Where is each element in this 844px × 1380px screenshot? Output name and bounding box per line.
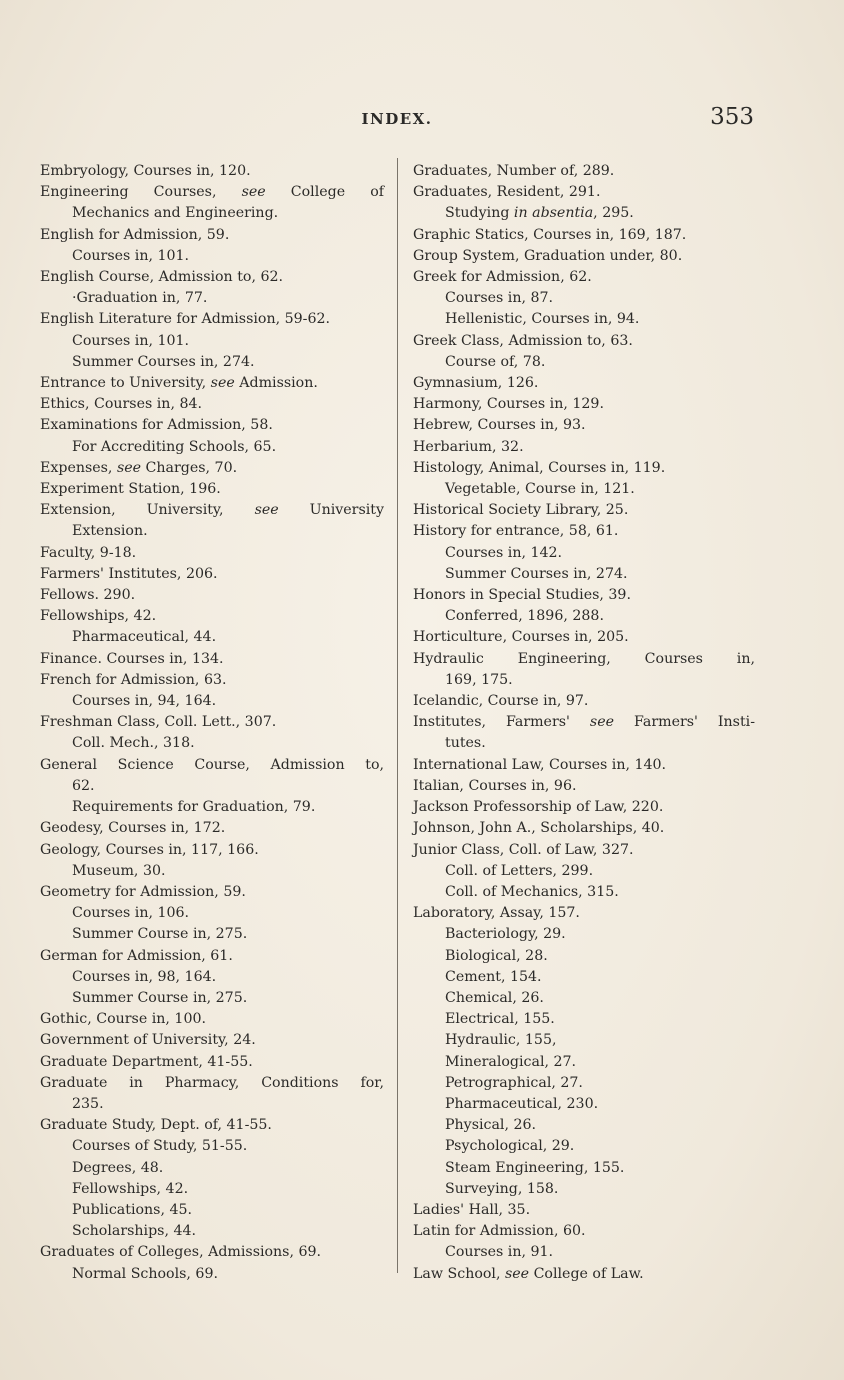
index-entry: Italian, Courses in, 96. — [413, 777, 577, 794]
index-entry: Faculty, 9-18. — [40, 544, 137, 561]
running-header-title: INDEX. — [361, 110, 433, 128]
index-entry: English Literature for Admission, 59-62. — [40, 311, 331, 328]
index-entry: Entrance to University, see Admission. — [40, 375, 318, 392]
column-divider — [397, 158, 398, 1273]
index-subentry: Requirements for Graduation, 79. — [72, 799, 316, 816]
index-entry: Graduates, Number of, 289. — [413, 163, 615, 179]
index-subentry: Summer Course in, 275. — [72, 989, 248, 1006]
index-entry: Ladies' Hall, 35. — [413, 1201, 531, 1218]
index-entry: English Course, Admission to, 62. — [40, 269, 284, 286]
index-entry: Expenses, see Charges, 70. — [40, 459, 238, 476]
index-subentry: Steam Engineering, 155. — [445, 1159, 625, 1176]
index-subentry: Coll. Mech., 318. — [72, 735, 195, 752]
index-subentry: Mineralogical, 27. — [445, 1053, 577, 1070]
index-subentry: Courses in, 94, 164. — [72, 693, 217, 710]
index-subentry: Vegetable, Course in, 121. — [445, 481, 635, 498]
index-entry: Johnson, John A., Scholarships, 40. — [413, 820, 665, 837]
index-entry: Greek for Admission, 62. — [413, 269, 592, 286]
index-entry: International Law, Courses in, 140. — [413, 756, 667, 773]
index-entry: Ethics, Courses in, 84. — [40, 396, 203, 413]
index-subentry: 169, 175. — [445, 671, 513, 688]
index-entry: Graphic Statics, Courses in, 169, 187. — [413, 226, 687, 243]
index-entry: History for entrance, 58, 61. — [413, 523, 619, 540]
index-subentry: Summer Courses in, 274. — [445, 565, 628, 582]
index-subentry: Museum, 30. — [72, 862, 166, 879]
index-subentry: Degrees, 48. — [72, 1159, 164, 1176]
index-entry: Gymnasium, 126. — [413, 375, 539, 392]
index-entry: Freshman Class, Coll. Lett., 307. — [40, 714, 277, 731]
index-entry: Institutes, Farmers' see Farmers' Insti- — [413, 714, 755, 731]
index-subentry: Hellenistic, Courses in, 94. — [445, 311, 640, 328]
index-subentry: Biological, 28. — [445, 947, 548, 964]
index-subentry: Courses in, 106. — [72, 905, 190, 922]
index-entry: Greek Class, Admission to, 63. — [413, 332, 633, 349]
index-subentry: Scholarships, 44. — [72, 1223, 197, 1240]
index-subentry: Pharmaceutical, 230. — [445, 1095, 599, 1112]
index-subentry: Course of, 78. — [445, 353, 546, 370]
page-number: 353 — [710, 104, 754, 130]
index-entry: Honors in Special Studies, 39. — [413, 587, 631, 604]
index-entry: Latin for Admission, 60. — [413, 1223, 586, 1240]
index-entry: Hydraulic Engineering, Courses in, — [413, 650, 755, 667]
index-subentry: Studying in absentia, 295. — [445, 205, 634, 222]
index-entry: Graduates, Resident, 291. — [413, 184, 601, 201]
index-subentry: Summer Courses in, 274. — [72, 353, 255, 370]
index-entry: Graduate in Pharmacy, Conditions for, — [40, 1074, 384, 1091]
index-entry: Finance. Courses in, 134. — [40, 650, 224, 667]
index-entry: Histology, Animal, Courses in, 119. — [413, 459, 666, 476]
index-subentry: Courses in, 142. — [445, 544, 563, 561]
index-subentry: Chemical, 26. — [445, 989, 544, 1006]
index-entry: Graduate Study, Dept. of, 41-55. — [40, 1117, 272, 1134]
index-entry: Laboratory, Assay, 157. — [413, 905, 580, 922]
index-entry: Embryology, Courses in, 120. — [40, 163, 251, 179]
index-subentry: Hydraulic, 155, — [445, 1032, 557, 1049]
index-subentry: Electrical, 155. — [445, 1011, 555, 1028]
index-subentry: Mechanics and Engineering. — [72, 205, 279, 222]
index-entry: Junior Class, Coll. of Law, 327. — [413, 841, 634, 858]
index-column-right — [413, 161, 755, 1285]
index-subentry: 235. — [72, 1095, 104, 1112]
index-subentry: Courses in, 98, 164. — [72, 968, 217, 985]
index-entry: English for Admission, 59. — [40, 226, 230, 243]
index-subentry: Fellowships, 42. — [72, 1180, 189, 1197]
index-subentry: For Accrediting Schools, 65. — [72, 438, 277, 455]
index-subentry: Courses in, 87. — [445, 290, 554, 307]
index-subentry: Conferred, 1896, 288. — [445, 608, 604, 625]
index-entry: Icelandic, Course in, 97. — [413, 693, 589, 710]
index-subentry: Cement, 154. — [445, 968, 542, 985]
index-subentry: Normal Schools, 69. — [72, 1265, 218, 1282]
index-subentry: Courses of Study, 51-55. — [72, 1138, 248, 1155]
index-subentry: Pharmaceutical, 44. — [72, 629, 217, 646]
index-entry: Graduate Department, 41-55. — [40, 1053, 253, 1070]
index-entry: Extension, University, see University — [40, 502, 384, 519]
index-column-left — [40, 161, 384, 1285]
index-subentry: Summer Course in, 275. — [72, 926, 248, 943]
index-entry: Law School, see College of Law. — [413, 1265, 644, 1282]
index-entry: Gothic, Course in, 100. — [40, 1011, 207, 1028]
index-entry: Fellows. 290. — [40, 587, 136, 604]
index-entry: Experiment Station, 196. — [40, 481, 221, 498]
index-subentry: Courses in, 101. — [72, 247, 190, 264]
index-entry: Horticulture, Courses in, 205. — [413, 629, 629, 646]
index-subentry: Bacteriology, 29. — [445, 926, 566, 943]
index-entry: Farmers' Institutes, 206. — [40, 565, 218, 582]
index-entry: Examinations for Admission, 58. — [40, 417, 273, 434]
index-subentry: Coll. of Letters, 299. — [445, 862, 594, 879]
index-entry: Jackson Professorship of Law, 220. — [413, 799, 664, 816]
index-entry: Hebrew, Courses in, 93. — [413, 417, 586, 434]
index-subentry: Coll. of Mechanics, 315. — [445, 883, 619, 900]
index-entry: Government of University, 24. — [40, 1032, 256, 1049]
index-entry: Geodesy, Courses in, 172. — [40, 820, 226, 837]
index-entry: Historical Society Library, 25. — [413, 502, 629, 519]
index-subentry: tutes. — [445, 735, 486, 752]
index-subentry: Courses in, 91. — [445, 1244, 554, 1261]
index-entry: French for Admission, 63. — [40, 671, 227, 688]
index-subentry: Petrographical, 27. — [445, 1074, 583, 1091]
index-entry: Geometry for Admission, 59. — [40, 883, 246, 900]
index-subentry: Courses in, 101. — [72, 332, 190, 349]
index-entry: Engineering Courses, see College of — [40, 184, 384, 201]
index-subentry: Extension. — [72, 523, 148, 540]
index-entry: German for Admission, 61. — [40, 947, 233, 964]
index-subentry: Surveying, 158. — [445, 1180, 559, 1197]
index-entry: Geology, Courses in, 117, 166. — [40, 841, 259, 858]
index-entry: Fellowships, 42. — [40, 608, 157, 625]
index-subentry: Publications, 45. — [72, 1201, 193, 1218]
index-entry: Group System, Graduation under, 80. — [413, 247, 683, 264]
index-subentry: Physical, 26. — [445, 1117, 537, 1134]
index-entry: Graduates of Colleges, Admissions, 69. — [40, 1244, 322, 1261]
index-subentry: 62. — [72, 777, 95, 794]
index-subentry: Psychological, 29. — [445, 1138, 575, 1155]
index-entry: General Science Course, Admission to, — [40, 756, 384, 773]
index-entry: Herbarium, 32. — [413, 438, 524, 455]
index-subentry: ·Graduation in, 77. — [72, 290, 208, 307]
index-entry: Harmony, Courses in, 129. — [413, 396, 604, 413]
